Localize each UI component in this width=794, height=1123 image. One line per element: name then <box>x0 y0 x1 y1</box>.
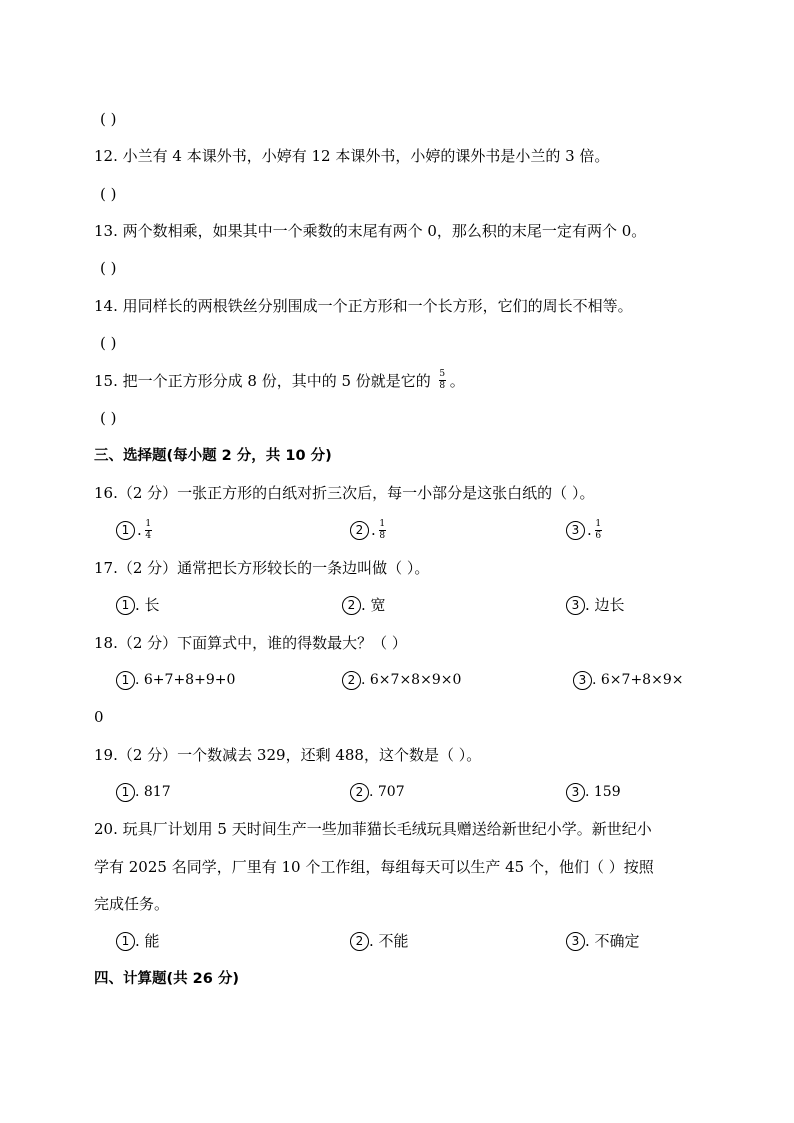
blank-answer-12: ( ) <box>100 185 117 203</box>
circled-number-icon: 2 <box>350 932 369 951</box>
option-text: . 6+7+8+9+0 <box>135 672 236 688</box>
option-fraction: $\frac{1}{8}$ <box>379 518 386 541</box>
q16-option-3[interactable]: 3 . $\frac{1}{6}$ <box>566 519 602 541</box>
option-text: . 707 <box>369 784 405 800</box>
blank-answer-11: ( ) <box>100 110 117 128</box>
option-text: . 边长 <box>585 596 625 614</box>
q20-option-3[interactable] <box>566 930 640 952</box>
option-fraction: $\frac{1}{4}$ <box>145 518 152 541</box>
option-text: . 长 <box>135 596 160 614</box>
q19-option-3[interactable] <box>566 781 621 803</box>
q16-option-1[interactable]: 1 . $\frac{1}{4}$ <box>116 519 152 541</box>
q16-option-2[interactable]: 2 . $\frac{1}{8}$ <box>350 519 386 541</box>
option-text: . 宽 <box>361 596 386 614</box>
q18-option-3-wrap: 0 <box>94 708 104 726</box>
section-4-heading: 四、计算题(共 26 分) <box>94 971 240 987</box>
question-12: 12. 小兰有 4 本课外书，小婷有 12 本课外书，小婷的课外书是小兰的 3 倍。 <box>94 147 610 165</box>
circled-number-icon: 3 <box>573 671 592 690</box>
circled-number-icon: 2 <box>350 521 369 540</box>
question-15-end: 。 <box>449 371 465 390</box>
q20-option-2[interactable] <box>350 930 409 952</box>
circled-number-icon: 3 <box>566 596 585 615</box>
option-text: . 6×7×8×9×0 <box>361 672 462 688</box>
q19-option-1[interactable] <box>116 781 171 803</box>
question-15-text: 15. 把一个正方形分成 8 份，其中的 5 份就是它的 <box>94 371 431 390</box>
circled-number-icon: 1 <box>116 596 135 615</box>
question-19: 19.（2 分）一个数减去 329，还剩 488，这个数是（ ）。 <box>94 746 482 764</box>
q18-option-2[interactable] <box>342 669 461 691</box>
q18-option-3[interactable] <box>573 669 683 691</box>
option-fraction: $\frac{1}{6}$ <box>595 518 602 541</box>
circled-number-icon: 2 <box>350 783 369 802</box>
q17-option-2[interactable] <box>342 594 386 616</box>
circled-number-icon: 1 <box>116 521 135 540</box>
blank-answer-15: ( ) <box>100 409 117 427</box>
q20-option-1[interactable] <box>116 930 160 952</box>
option-text: . 6×7+8×9× <box>592 672 684 688</box>
circled-number-icon: 3 <box>566 932 585 951</box>
fraction-five-eighths <box>439 370 446 391</box>
section-3-heading: 三、选择题(每小题 2 分，共 10 分) <box>94 448 332 464</box>
option-text: . 不确定 <box>585 932 640 950</box>
circled-number-icon: 2 <box>342 596 361 615</box>
question-17: 17.（2 分）通常把长方形较长的一条边叫做（ ）。 <box>94 559 430 577</box>
fraction-denominator: 8 <box>439 381 446 391</box>
blank-answer-14: ( ) <box>100 334 117 352</box>
circled-number-icon: 1 <box>116 932 135 951</box>
question-20-line-1: 20. 玩具厂计划用 5 天时间生产一些加菲猫长毛绒玩具赠送给新世纪小学。新世纪小 <box>94 820 652 838</box>
question-20-line-3: 完成任务。 <box>94 895 170 913</box>
option-text: . 不能 <box>369 932 409 950</box>
q19-option-2[interactable] <box>350 781 405 803</box>
option-text: . 能 <box>135 932 160 950</box>
circled-number-icon: 1 <box>116 783 135 802</box>
blank-answer-13: ( ) <box>100 259 117 277</box>
question-13: 13. 两个数相乘，如果其中一个乘数的末尾有两个 0，那么积的末尾一定有两个 0。 <box>94 222 647 240</box>
circled-number-icon: 2 <box>342 671 361 690</box>
circled-number-icon: 3 <box>566 521 585 540</box>
question-14: 14. 用同样长的两根铁丝分别围成一个正方形和一个长方形，它们的周长不相等。 <box>94 297 633 315</box>
option-text: . 159 <box>585 784 621 800</box>
question-20-line-2: 学有 2025 名同学，厂里有 10 个工作组，每组每天可以生产 45 个，他们（ ）按照 <box>94 858 654 876</box>
q18-option-1[interactable] <box>116 669 235 691</box>
question-15 <box>94 370 465 391</box>
q17-option-3[interactable] <box>566 594 625 616</box>
circled-number-icon: 3 <box>566 783 585 802</box>
circled-number-icon: 1 <box>116 671 135 690</box>
option-text: . 817 <box>135 784 171 800</box>
fraction-numerator: 5 <box>439 369 446 379</box>
question-18: 18.（2 分）下面算式中，谁的得数最大？（ ） <box>94 634 407 652</box>
question-16: 16.（2 分）一张正方形的白纸对折三次后，每一小部分是这张白纸的（ ）。 <box>94 484 595 502</box>
q17-option-1[interactable] <box>116 594 160 616</box>
